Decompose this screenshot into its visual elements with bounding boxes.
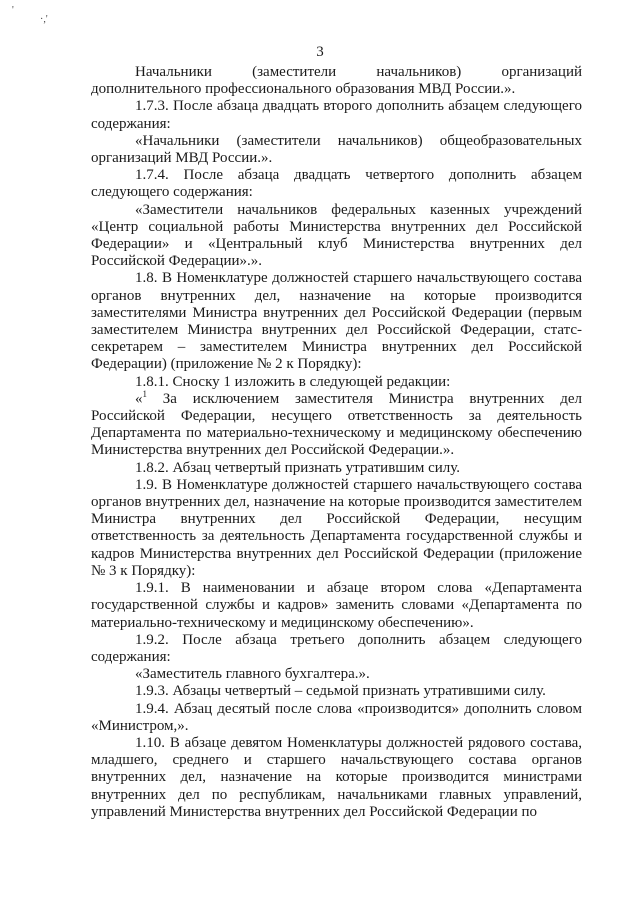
paragraph: 1.8.2. Абзац четвертый признать утратившим силу. [135, 459, 461, 476]
paragraph: 1.7.4. После абзаца двадцать четвертого дополнить абзацем следующего содержания: [91, 167, 582, 201]
footnote-text: За исключением заместителя Министра внутренних дел Российской Федерации, несущего ответственность за деятельность Департамента по материально-техническому и медицинскому обеспечению Министерства внутренних дел Российской Федерации.». [91, 390, 583, 459]
paragraph: Начальники (заместители начальников) организаций дополнительного профессионального образования МВД России.». [91, 64, 582, 98]
page-number: 3 [316, 44, 324, 60]
paragraph: 1.8. В Номенклатуре должностей старшего начальствующего состава органов внутренних дел, назначение на которые производится заместителями Министра внутренних дел Российской Федерации (первым заместителем Министра внутренних дел Российской Федерации, статс-секретарем – заместителем Министра внутренних дел Российской Федерации) (приложение № 2 к Порядку): [91, 270, 582, 373]
paragraph: «Заместитель главного бухгалтера.». [135, 666, 370, 683]
paragraph: 1.8.1. Сноску 1 изложить в следующей редакции: [135, 373, 451, 390]
paragraph: 1.9.2. После абзаца третьего дополнить абзацем следующего содержания: [91, 631, 582, 665]
scan-mark: ·,' [40, 14, 48, 25]
document-body [91, 64, 582, 821]
paragraph: 1.9. В Номенклатуре должностей старшего начальствующего состава органов внутренних дел, назначение на которые производится заместителем Министра внутренних дел Российской Федерации, несущим ответственность за деятельность Департамента государственной службы и кадров Министерства внутренних дел Российской Федерации (приложение № 3 к Порядку): [91, 476, 582, 579]
scan-mark: ' [12, 5, 14, 16]
paragraph: «Заместители начальников федеральных казенных учреждений «Центр социальной работы Министерства внутренних дел Российской Федерации» и «Центральный клуб Министерства внутренних дел Российской Федерации».». [91, 201, 582, 270]
paragraph: 1.7.3. После абзаца двадцать второго дополнить абзацем следующего содержания: [91, 98, 582, 132]
paragraph: «Начальники (заместители начальников) общеобразовательных организаций МВД России.». [91, 132, 582, 167]
footnote-open-quote: « [135, 390, 143, 407]
paragraph: 1.9.1. В наименовании и абзаце втором слова «Департамента государственной службы и кадров» заменить словами «Департамента по материально-техническому и медицинскому обеспечению». [91, 580, 582, 631]
footnote-marker: 1 [142, 388, 147, 399]
paragraph: 1.9.3. Абзацы четвертый – седьмой признать утратившими силу. [135, 683, 546, 700]
paragraph: 1.10. В абзаце девятом Номенклатуры должностей рядового состава, младшего, среднего и старшего начальствующего состава органов внутренних дел, назначение на которые производится министрами внутренних дел по республикам, начальниками главных управлений, управлений Министерства внутренних дел Российской Федерации по [91, 734, 582, 820]
paragraph: 1.9.4. Абзац десятый после слова «производится» дополнить словом «Министром,». [91, 700, 582, 734]
footnote-paragraph [91, 388, 583, 460]
